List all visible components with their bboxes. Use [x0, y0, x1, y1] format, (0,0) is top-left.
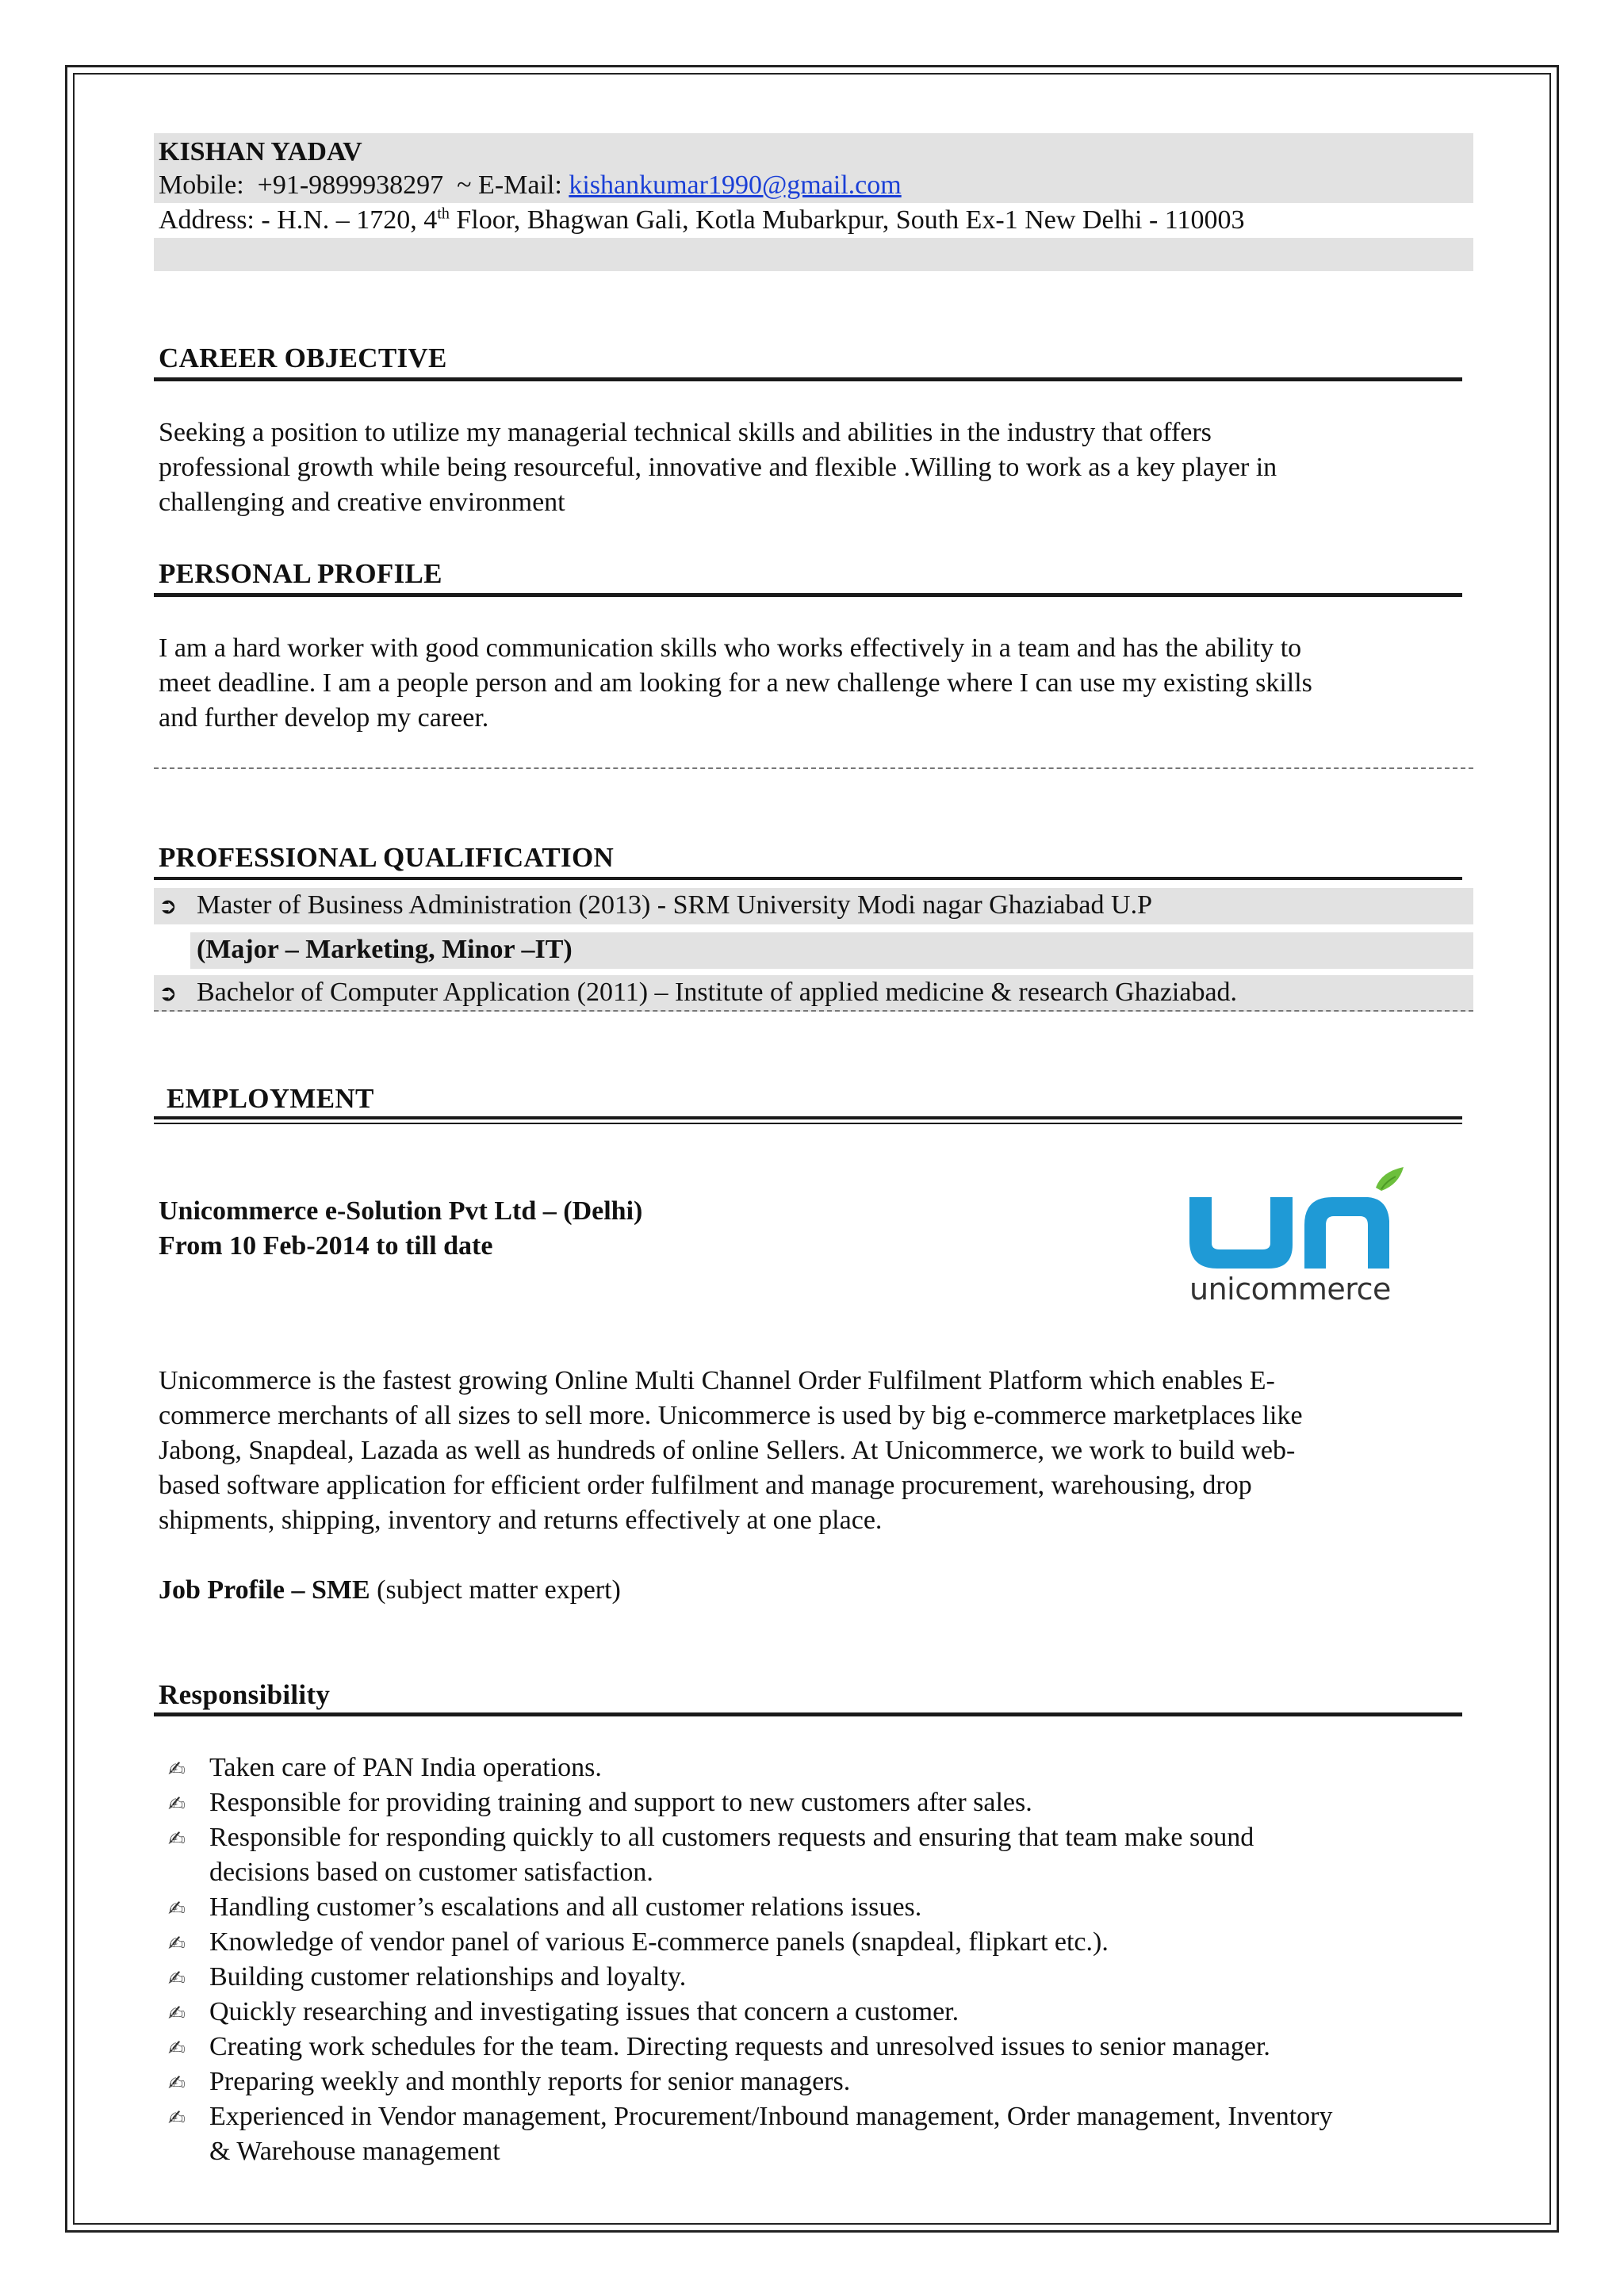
- section-rule: [154, 593, 1462, 597]
- pointing-hand-icon: ✍: [168, 1932, 186, 1956]
- qualification-item-bca: [159, 975, 1237, 1011]
- section-rule-thin: [154, 1123, 1462, 1124]
- qualification-item-mba: [159, 888, 1152, 924]
- responsibility-text: Knowledge of vendor panel of various E-commerce panels (snapdeal, flipkart etc.).: [209, 1927, 1109, 1957]
- employment-period: From 10 Feb-2014 to till date: [159, 1231, 493, 1261]
- responsibility-text: Experienced in Vendor management, Procurement/Inbound management, Order management, Inventory: [209, 2102, 1333, 2131]
- pointing-hand-icon: ✍: [168, 2037, 186, 2061]
- responsibility-text: Taken care of PAN India operations.: [209, 1753, 602, 1782]
- pointing-hand-icon: ✍: [168, 2072, 186, 2095]
- text-line: professional growth while being resourceful, innovative and flexible .Willing to work as a key player in: [159, 453, 1277, 482]
- text-line: Jabong, Snapdeal, Lazada as well as hundreds of online Sellers. At Unicommerce, we work to build web-: [159, 1436, 1296, 1465]
- job-profile-label: Job Profile – SME: [159, 1575, 370, 1605]
- text-line: meet deadline. I am a people person and am looking for a new challenge where I can use my existing skills: [159, 668, 1312, 698]
- text-line: Unicommerce is the fastest growing Online Multi Channel Order Fulfilment Platform which enables E-: [159, 1366, 1275, 1395]
- text-line: based software application for efficient order fulfilment and manage procurement, warehousing, drop: [159, 1471, 1252, 1500]
- address-text-rest: Floor, Bhagwan Gali, Kotla Mubarkpur, South Ex-1 New Delhi - 110003: [449, 205, 1245, 235]
- pointing-hand-icon: ✍: [168, 1758, 186, 1781]
- text-line: challenging and creative environment: [159, 488, 565, 517]
- responsibility-text: Responsible for responding quickly to all customers requests and ensuring that team make sound: [209, 1823, 1254, 1852]
- responsibility-continuation: & Warehouse management: [209, 2137, 500, 2166]
- responsibility-item: [168, 2030, 1270, 2066]
- email-link[interactable]: kishankumar1990@gmail.com: [569, 170, 902, 200]
- pointing-hand-icon: ✍: [168, 1793, 186, 1816]
- address-text: Address: - H.N. – 1720, 4: [159, 205, 438, 235]
- responsibility-text: Building customer relationships and loyalty.: [209, 1962, 687, 1992]
- pointing-hand-icon: ✍: [168, 2107, 186, 2130]
- section-title-qualification: PROFESSIONAL QUALIFICATION: [159, 842, 615, 873]
- arrow-bullet-icon: ➲: [159, 893, 178, 919]
- responsibility-text: Quickly researching and investigating issues that concern a customer.: [209, 1997, 959, 2026]
- section-rule: [154, 1116, 1462, 1119]
- section-title-responsibility: Responsibility: [159, 1679, 331, 1710]
- responsibility-text: Handling customer’s escalations and all customer relations issues.: [209, 1892, 922, 1922]
- mobile-text: Mobile: +91-9899938297 ~ E-Mail:: [159, 170, 569, 200]
- career-objective-text: [159, 415, 1467, 520]
- pointing-hand-icon: ✍: [168, 1967, 186, 1991]
- pointing-hand-icon: ✍: [168, 1827, 186, 1851]
- responsibility-item: [168, 1751, 602, 1787]
- responsibility-item: [168, 1960, 686, 1996]
- job-profile-text: (subject matter expert): [370, 1575, 621, 1605]
- company-name: Unicommerce e-Solution Pvt Ltd – (Delhi): [159, 1196, 643, 1226]
- responsibility-item: [168, 2064, 850, 2101]
- text-line: I am a hard worker with good communication skills who works effectively in a team and has the ability to: [159, 633, 1302, 663]
- unicommerce-logo: [1174, 1165, 1411, 1308]
- header-shade-2: [154, 238, 1473, 271]
- responsibility-text: Responsible for providing training and support to new customers after sales.: [209, 1788, 1032, 1817]
- qualification-text: Bachelor of Computer Application (2011) – Institute of applied medicine & research Ghaziabad.: [197, 978, 1238, 1007]
- section-title-personal-profile: PERSONAL PROFILE: [159, 558, 442, 589]
- text-line: and further develop my career.: [159, 703, 489, 733]
- qualification-text: Master of Business Administration (2013) - SRM University Modi nagar Ghaziabad U.P: [197, 890, 1152, 920]
- dashed-divider: [154, 1010, 1473, 1012]
- responsibility-item: [168, 1890, 921, 1927]
- responsibility-item: [168, 1995, 959, 2031]
- text-line: commerce merchants of all sizes to sell more. Unicommerce is used by big e-commerce marketplaces like: [159, 1401, 1303, 1430]
- section-title-career-objective: CAREER OBJECTIVE: [159, 342, 447, 373]
- pointing-hand-icon: ✍: [168, 2002, 186, 2026]
- responsibility-item: [168, 1925, 1109, 1961]
- section-rule: [154, 377, 1462, 381]
- pointing-hand-icon: ✍: [168, 1897, 186, 1921]
- qualification-major-minor: (Major – Marketing, Minor –IT): [197, 935, 573, 964]
- responsibility-text: Creating work schedules for the team. Directing requests and unresolved issues to senior manager.: [209, 2032, 1270, 2061]
- section-rule: [154, 1712, 1462, 1716]
- section-title-employment: EMPLOYMENT: [167, 1083, 374, 1114]
- responsibility-item: [168, 1785, 1032, 1822]
- responsibility-item: [168, 2099, 1333, 2136]
- contact-line: [159, 168, 902, 203]
- candidate-name: KISHAN YADAV: [159, 137, 362, 166]
- address-line: [159, 203, 1245, 238]
- dashed-divider: [154, 767, 1473, 769]
- responsibility-item: [168, 1820, 1254, 1857]
- text-line: Seeking a position to utilize my managerial technical skills and abilities in the industry that offers: [159, 418, 1212, 447]
- section-rule: [154, 877, 1462, 880]
- arrow-bullet-icon: ➲: [159, 980, 178, 1006]
- company-description: [159, 1364, 1467, 1538]
- responsibility-continuation: decisions based on customer satisfaction.: [209, 1858, 653, 1887]
- responsibility-text: Preparing weekly and monthly reports for senior managers.: [209, 2067, 851, 2096]
- text-line: shipments, shipping, inventory and returns effectively at one place.: [159, 1506, 883, 1535]
- logo-wordmark: unicommerce: [1189, 1272, 1391, 1307]
- job-profile: [159, 1573, 621, 1608]
- personal-profile-text: [159, 631, 1467, 736]
- address-sup: th: [437, 205, 450, 223]
